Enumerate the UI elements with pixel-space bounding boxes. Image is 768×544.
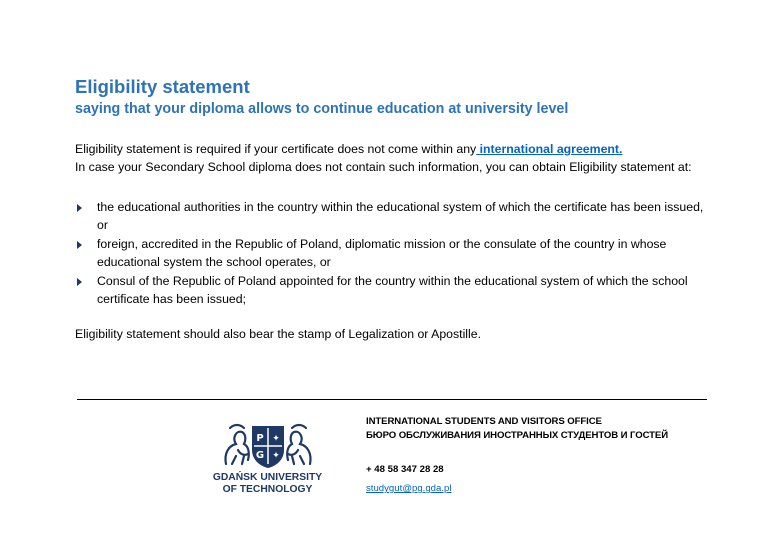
page-title: Eligibility statement <box>75 76 250 97</box>
svg-text:P: P <box>256 433 264 444</box>
svg-text:✦: ✦ <box>272 434 280 444</box>
bullet-arrow-icon <box>77 278 82 286</box>
office-email-link[interactable]: studygut@pg.gda.pl <box>366 483 452 494</box>
office-block <box>366 415 668 443</box>
list-item-text: foreign, accredited in the Republic of Poland, diplomatic mission or the consulate of the country in whose educational system the school operates, or <box>97 237 667 269</box>
svg-text:✦: ✦ <box>272 451 280 461</box>
authority-list <box>75 198 710 309</box>
page-subtitle: saying that your diploma allows to continue education at university level <box>75 101 569 117</box>
list-item-text: the educational authorities in the country within the educational system of which the certificate has been issued, or <box>97 200 704 232</box>
university-logo <box>200 420 335 500</box>
office-name-ru: БЮРО ОБСЛУЖИВАНИЯ ИНОСТРАННЫХ СТУДЕНТОВ И ГОСТЕЙ <box>366 430 669 441</box>
footer-divider <box>77 399 707 400</box>
university-name <box>200 472 335 496</box>
list-item <box>75 272 710 308</box>
bullet-arrow-icon <box>77 204 82 212</box>
intro-text: Eligibility statement is required if your certificate does not come within any <box>75 142 477 156</box>
list-item-text: Consul of the Republic of Poland appointed for the country within the educational system of which the school certificate has been issued; <box>97 274 688 306</box>
university-crest-icon <box>218 420 318 470</box>
office-name-en: INTERNATIONAL STUDENTS AND VISITORS OFFICE <box>366 416 602 427</box>
university-name-line1: GDAŃSK UNIVERSITY <box>212 472 323 483</box>
office-phone: + 48 58 347 28 28 <box>366 464 444 475</box>
intro-paragraph <box>75 140 705 176</box>
list-item <box>75 235 710 271</box>
university-name-line2: OF TECHNOLOGY <box>222 484 313 495</box>
bullet-arrow-icon <box>77 241 82 249</box>
international-agreement-link[interactable]: international agreement. <box>476 142 623 156</box>
intro-text-continued: In case your Secondary School diploma does not contain such information, you can obtain Eligibility statement at: <box>75 160 692 174</box>
list-item <box>75 198 710 234</box>
closing-paragraph: Eligibility statement should also bear the stamp of Legalization or Apostille. <box>75 327 482 341</box>
svg-text:G: G <box>255 450 265 461</box>
